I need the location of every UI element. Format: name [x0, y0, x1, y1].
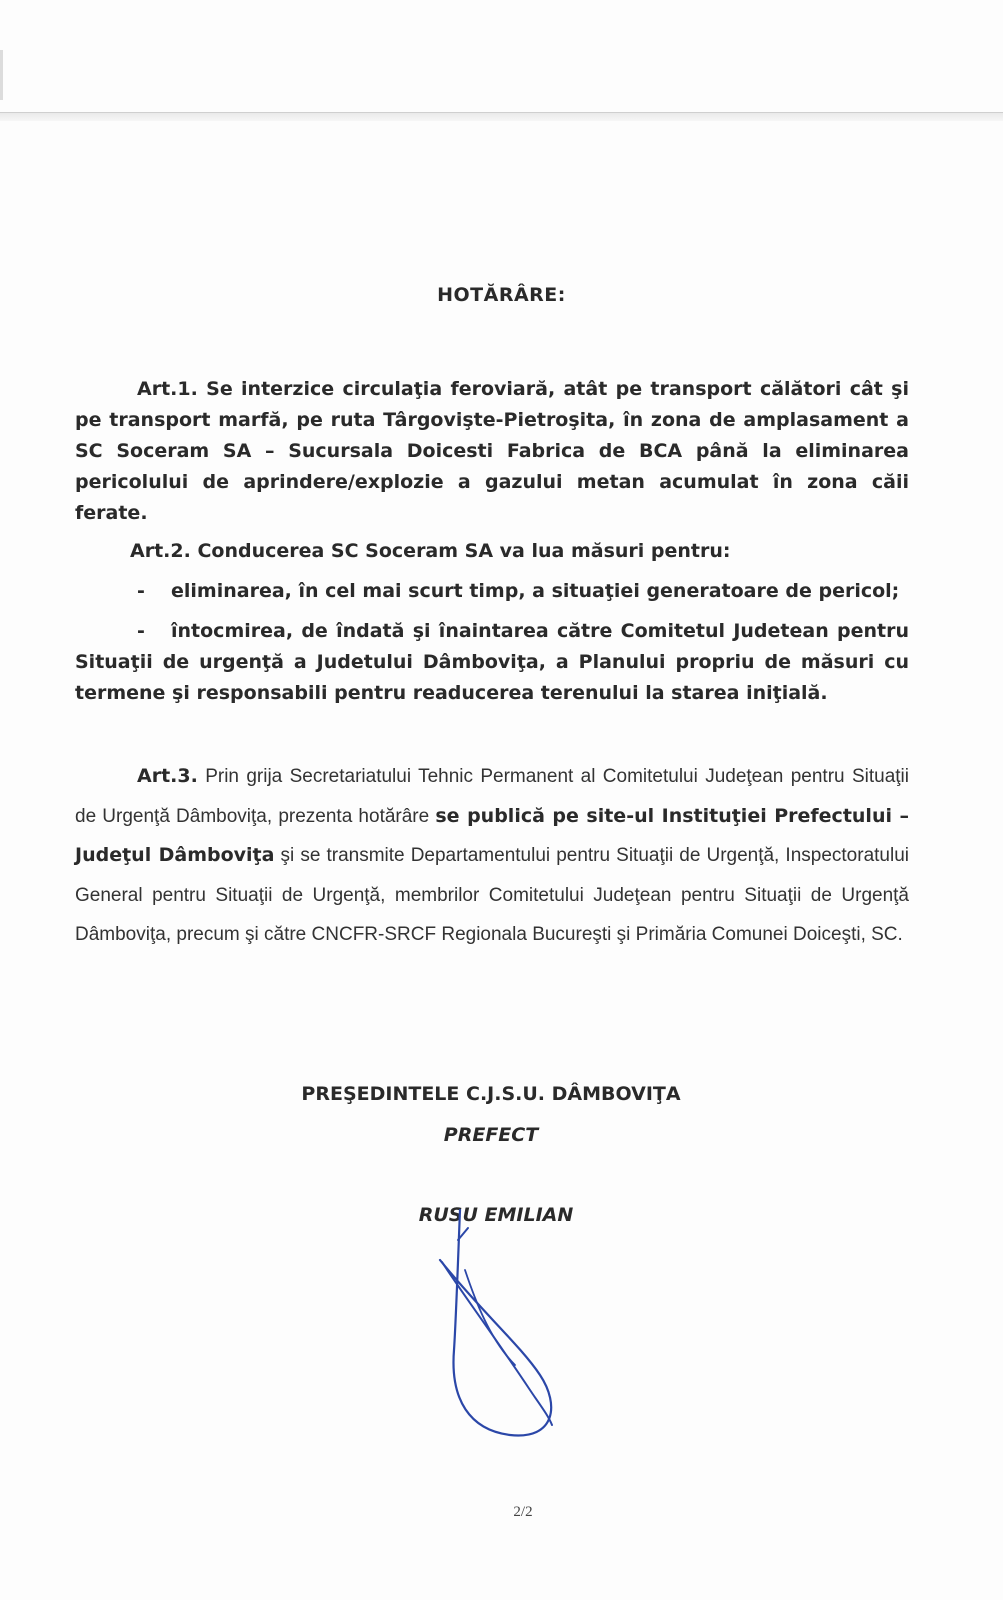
- article-3-bold: se publică pe site-ul Instituţiei Prefectului – Judeţul Dâmboviţa: [75, 804, 909, 866]
- page-number: 2/2: [513, 1504, 533, 1520]
- signatory-role: PREFECT: [443, 1124, 539, 1146]
- article-1: [75, 374, 909, 529]
- list-item-text: eliminarea, în cel mai scurt timp, a situaţiei generatoare de pericol;: [171, 580, 900, 602]
- article-3-label: Art.3.: [137, 765, 198, 787]
- article-2-text: Conducerea SC Soceram SA va lua măsuri pentru:: [190, 540, 731, 562]
- article-3: [75, 757, 909, 955]
- article-2-label: Art.2.: [130, 540, 191, 562]
- article-1-label: Art.1.: [137, 378, 198, 400]
- article-1-text: Se interzice circulaţia feroviară, atât pe transport călători cât şi pe transport marfă, pe ruta Târgovişte-Pietroşita, în zona de amplasament a SC Soceram SA – Sucursala Doicesti Fabrica de BCA până la eliminarea pericolului de aprindere/explozie a gazului metan acumulat în zona căii ferate.: [75, 378, 909, 524]
- signatory-title: PREŞEDINTELE C.J.S.U. DÂMBOVIŢA: [301, 1083, 681, 1105]
- signatory-name: RUSU EMILIAN: [418, 1204, 574, 1226]
- article-2: [75, 536, 909, 567]
- page-title: HOTĂRÂRE:: [437, 284, 566, 306]
- article-2-item-1: [75, 576, 909, 607]
- handwritten-signature: [420, 1200, 580, 1450]
- list-dash: -: [137, 580, 145, 602]
- list-item-text: întocmirea, de îndată şi înaintarea către Comitetul Judetean pentru Situaţii de urgenţă a Judetului Dâmboviţa, a Planului propriu de măsuri cu termene şi responsabili pentru readucerea terenului la starea iniţială.: [75, 620, 909, 704]
- article-2-item-2: [75, 616, 909, 709]
- scan-margin-mark: [0, 50, 3, 100]
- article-3-text-2: şi se transmite Departamentului pentru Situaţii de Urgenţă, Inspectoratului General pentru Situaţii de Urgenţă, membrilor Comitetului Judeţean pentru Situaţii de Urgenţă Dâmboviţa, precum şi către CNCFR-SRCF Regionala Bucureşti şi Primăria Comunei Doiceşti, SC.: [75, 845, 909, 945]
- scan-page-edge: [0, 112, 1003, 121]
- article-3-text-1: Prin grija Secretariatului Tehnic Permanent al Comitetului Judeţean pentru Situaţii de Urgenţă Dâmboviţa, prezenta hotărâre: [75, 766, 909, 827]
- list-dash: -: [137, 620, 145, 642]
